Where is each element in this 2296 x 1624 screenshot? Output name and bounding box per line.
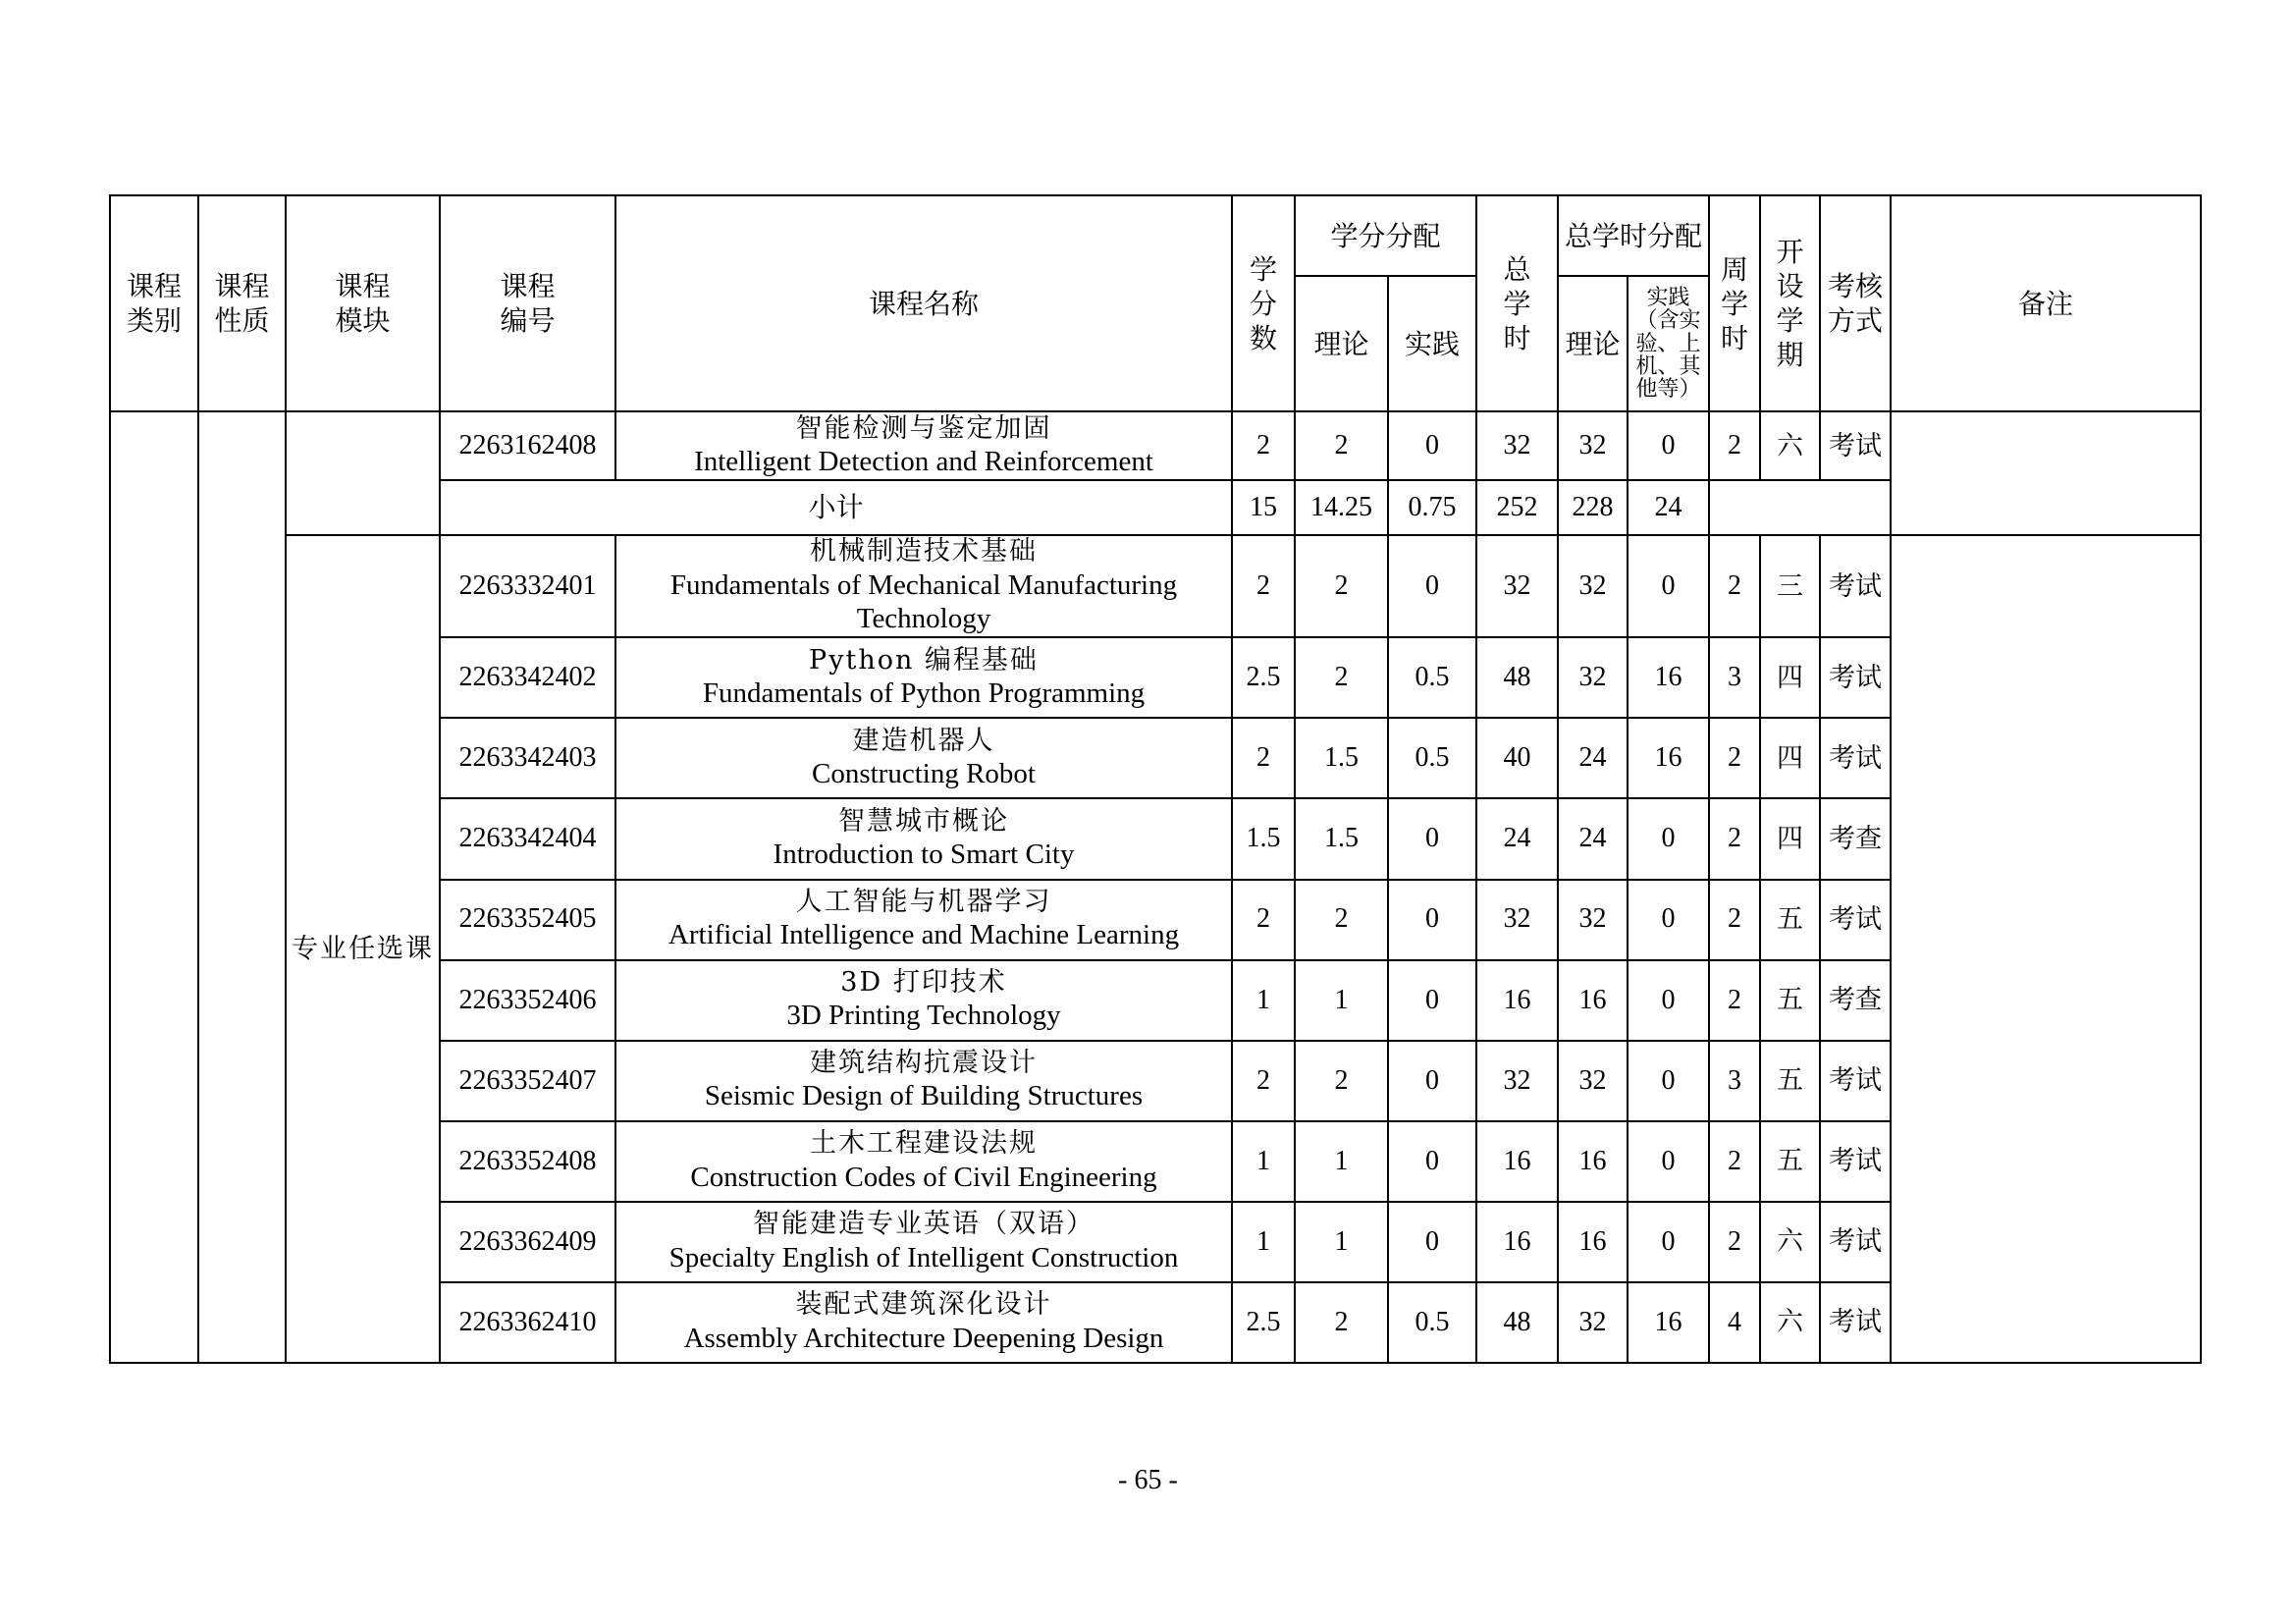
exam-method: 考试: [1820, 411, 1891, 480]
credits: 2: [1232, 411, 1295, 480]
term: 三: [1760, 535, 1820, 637]
credits: 2.5: [1232, 1282, 1295, 1363]
course-name-en: Specialty English of Intelligent Construction: [668, 1241, 1179, 1273]
total-hours: 16: [1476, 1202, 1558, 1282]
weekly-hours: 2: [1709, 960, 1760, 1041]
term: 六: [1760, 1282, 1820, 1363]
exam-method: 考试: [1820, 880, 1891, 960]
total-hours: 32: [1476, 535, 1558, 637]
credit-theory: 2: [1295, 1041, 1388, 1121]
credit-practice: 0.5: [1388, 637, 1476, 718]
total-hours: 48: [1476, 637, 1558, 718]
exam-method: 考查: [1820, 960, 1891, 1041]
term: 六: [1760, 411, 1820, 480]
hour-practice: 0: [1628, 535, 1709, 637]
course-name-cn: 装配式建筑深化设计: [795, 1289, 1052, 1321]
course-name: [615, 637, 1232, 718]
table-row: [110, 411, 2201, 480]
subtotal-empty: [1709, 480, 1891, 535]
term: 四: [1760, 637, 1820, 718]
subtotal-hour-practice: 24: [1628, 480, 1709, 535]
credits: 1: [1232, 1202, 1295, 1282]
subtotal-total-hours: 252: [1476, 480, 1558, 535]
total-hours: 32: [1476, 880, 1558, 960]
credits: 2: [1232, 1041, 1295, 1121]
header-exam-method: 考核 方式: [1820, 195, 1891, 411]
header-row-top: [110, 195, 2201, 276]
course-name-cn: 智能建造专业英语（双语）: [753, 1209, 1095, 1240]
hour-theory: 24: [1558, 798, 1628, 879]
hour-practice: 0: [1628, 1041, 1709, 1121]
course-name: [615, 535, 1232, 637]
exam-method: 考试: [1820, 1041, 1891, 1121]
total-hours: 48: [1476, 1282, 1558, 1363]
credit-practice: 0: [1388, 960, 1476, 1041]
hour-practice: 0: [1628, 960, 1709, 1041]
hour-practice: 16: [1628, 718, 1709, 798]
course-code: 2263362409: [440, 1202, 615, 1282]
course-name-en: Introduction to Smart City: [773, 839, 1075, 871]
credits: 1.5: [1232, 798, 1295, 879]
course-name-en: Intelligent Detection and Reinforcement: [694, 445, 1153, 477]
weekly-hours: 3: [1709, 1041, 1760, 1121]
term: 五: [1760, 1121, 1820, 1202]
exam-method: 考试: [1820, 1121, 1891, 1202]
hour-theory: 32: [1558, 880, 1628, 960]
header-nature: 课程 性质: [198, 195, 286, 411]
course-name-en: Fundamentals of Mechanical Manufacturing Technology: [669, 568, 1178, 635]
term: 四: [1760, 798, 1820, 879]
term: 五: [1760, 880, 1820, 960]
credit-theory: 1.5: [1295, 718, 1388, 798]
credit-practice: 0: [1388, 798, 1476, 879]
hour-practice: 0: [1628, 411, 1709, 480]
exam-method: 考试: [1820, 535, 1891, 637]
credit-theory: 2: [1295, 535, 1388, 637]
course-code: 2263332401: [440, 535, 615, 637]
weekly-hours: 2: [1709, 798, 1760, 879]
weekly-hours: 2: [1709, 880, 1760, 960]
credit-theory: 1.5: [1295, 798, 1388, 879]
course-code: 2263352405: [440, 880, 615, 960]
weekly-hours: 2: [1709, 535, 1760, 637]
weekly-hours: 4: [1709, 1282, 1760, 1363]
weekly-hours: 2: [1709, 1202, 1760, 1282]
term: 六: [1760, 1202, 1820, 1282]
exam-method: 考试: [1820, 1202, 1891, 1282]
course-name: [615, 718, 1232, 798]
credit-theory: 1: [1295, 960, 1388, 1041]
course-name: [615, 1202, 1232, 1282]
course-code: 2263342403: [440, 718, 615, 798]
module-cell-first: [286, 411, 440, 535]
course-name-en: Fundamentals of Python Programming: [702, 677, 1146, 710]
hour-theory: 32: [1558, 1041, 1628, 1121]
course-name-cn: 3D 打印技术: [840, 967, 1007, 999]
credits: 2.5: [1232, 637, 1295, 718]
header-term: 开 设 学 期: [1760, 195, 1820, 411]
credit-practice: 0: [1388, 535, 1476, 637]
header-hour-practice: 实践 （含实 验、上 机、其 他等）: [1628, 276, 1709, 411]
hour-practice: 0: [1628, 798, 1709, 879]
hour-practice: 0: [1628, 1121, 1709, 1202]
remarks-cell-first: [1891, 411, 2201, 535]
course-name-cn: 机械制造技术基础: [810, 536, 1038, 568]
credits: 1: [1232, 960, 1295, 1041]
credits: 2: [1232, 718, 1295, 798]
course-name-en: Seismic Design of Building Structures: [704, 1080, 1144, 1112]
weekly-hours: 2: [1709, 718, 1760, 798]
hour-theory: 32: [1558, 1282, 1628, 1363]
term: 四: [1760, 718, 1820, 798]
credit-practice: 0: [1388, 1121, 1476, 1202]
credit-practice: 0.5: [1388, 1282, 1476, 1363]
header-course-name: 课程名称: [615, 195, 1232, 411]
subtotal-credit-theory: 14.25: [1295, 480, 1388, 535]
page-number: - 65 -: [1118, 1465, 1178, 1495]
credit-theory: 2: [1295, 1282, 1388, 1363]
table-row: [110, 535, 2201, 637]
course-name-cn: 建造机器人: [852, 725, 995, 756]
subtotal-credits: 15: [1232, 480, 1295, 535]
course-name-en: Constructing Robot: [812, 758, 1036, 790]
course-code: 2263342404: [440, 798, 615, 879]
hour-theory: 16: [1558, 1121, 1628, 1202]
credit-theory: 2: [1295, 411, 1388, 480]
credit-theory: 2: [1295, 637, 1388, 718]
total-hours: 32: [1476, 1041, 1558, 1121]
credit-practice: 0: [1388, 880, 1476, 960]
credits: 2: [1232, 535, 1295, 637]
header-weekly-hours: 周 学 时: [1709, 195, 1760, 411]
course-name-cn: 土木工程建设法规: [810, 1128, 1038, 1160]
course-name: [615, 411, 1232, 480]
course-name-en: Construction Codes of Civil Engineering: [690, 1161, 1157, 1193]
course-code: 2263162408: [440, 411, 615, 480]
course-name-cn: 人工智能与机器学习: [795, 886, 1052, 917]
course-name-cn: 建筑结构抗震设计: [810, 1048, 1038, 1079]
total-hours: 16: [1476, 960, 1558, 1041]
course-name: [615, 798, 1232, 879]
credit-practice: 0: [1388, 1202, 1476, 1282]
credit-practice: 0: [1388, 1041, 1476, 1121]
course-name: [615, 1041, 1232, 1121]
hour-practice: 0: [1628, 880, 1709, 960]
course-code: 2263362410: [440, 1282, 615, 1363]
total-hours: 40: [1476, 718, 1558, 798]
hour-theory: 16: [1558, 960, 1628, 1041]
header-module: 课程 模块: [286, 195, 440, 411]
total-hours: 24: [1476, 798, 1558, 879]
credits: 1: [1232, 1121, 1295, 1202]
header-code: 课程 编号: [440, 195, 615, 411]
course-code: 2263352407: [440, 1041, 615, 1121]
header-credits: 学 分 数: [1232, 195, 1295, 411]
exam-method: 考查: [1820, 798, 1891, 879]
hour-theory: 32: [1558, 637, 1628, 718]
hour-theory: 32: [1558, 411, 1628, 480]
subtotal-credit-practice: 0.75: [1388, 480, 1476, 535]
credit-theory: 2: [1295, 880, 1388, 960]
course-name-en: 3D Printing Technology: [786, 1000, 1061, 1032]
hour-theory: 32: [1558, 535, 1628, 637]
hour-practice: 16: [1628, 1282, 1709, 1363]
module-elective: 专业任选课: [286, 535, 440, 1363]
course-code: 2263342402: [440, 637, 615, 718]
course-name-cn: Python 编程基础: [809, 644, 1039, 676]
hour-practice: 16: [1628, 637, 1709, 718]
course-code: 2263352406: [440, 960, 615, 1041]
weekly-hours: 3: [1709, 637, 1760, 718]
hour-theory: 24: [1558, 718, 1628, 798]
subtotal-hour-theory: 228: [1558, 480, 1628, 535]
total-hours: 32: [1476, 411, 1558, 480]
header-remarks: 备注: [1891, 195, 2201, 411]
header-credit-theory: 理论: [1295, 276, 1388, 411]
exam-method: 考试: [1820, 1282, 1891, 1363]
hour-theory: 16: [1558, 1202, 1628, 1282]
course-table: [109, 194, 2202, 1364]
header-category: 课程 类别: [110, 195, 198, 411]
category-cell: [110, 411, 198, 1363]
credit-theory: 1: [1295, 1202, 1388, 1282]
credit-practice: 0.5: [1388, 718, 1476, 798]
course-name: [615, 1121, 1232, 1202]
course-name: [615, 880, 1232, 960]
header-hour-distribution: 总学时分配: [1558, 195, 1709, 276]
nature-cell: [198, 411, 286, 1363]
subtotal-label: 小计: [440, 480, 1232, 535]
total-hours: 16: [1476, 1121, 1558, 1202]
course-name-cn: 智慧城市概论: [838, 805, 1009, 837]
header-credit-practice: 实践: [1388, 276, 1476, 411]
course-name-cn: 智能检测与鉴定加固: [795, 412, 1052, 444]
weekly-hours: 2: [1709, 1121, 1760, 1202]
header-hour-theory: 理论: [1558, 276, 1628, 411]
header-total-hours: 总 学 时: [1476, 195, 1558, 411]
hour-practice: 0: [1628, 1202, 1709, 1282]
credits: 2: [1232, 880, 1295, 960]
exam-method: 考试: [1820, 637, 1891, 718]
course-name: [615, 960, 1232, 1041]
term: 五: [1760, 960, 1820, 1041]
course-name-en: Artificial Intelligence and Machine Learning: [667, 919, 1180, 951]
weekly-hours: 2: [1709, 411, 1760, 480]
course-name: [615, 1282, 1232, 1363]
course-code: 2263352408: [440, 1121, 615, 1202]
credit-theory: 1: [1295, 1121, 1388, 1202]
credit-practice: 0: [1388, 411, 1476, 480]
remarks-cell: [1891, 535, 2201, 1363]
term: 五: [1760, 1041, 1820, 1121]
course-name-en: Assembly Architecture Deepening Design: [683, 1322, 1164, 1354]
header-credit-distribution: 学分分配: [1295, 195, 1476, 276]
exam-method: 考试: [1820, 718, 1891, 798]
